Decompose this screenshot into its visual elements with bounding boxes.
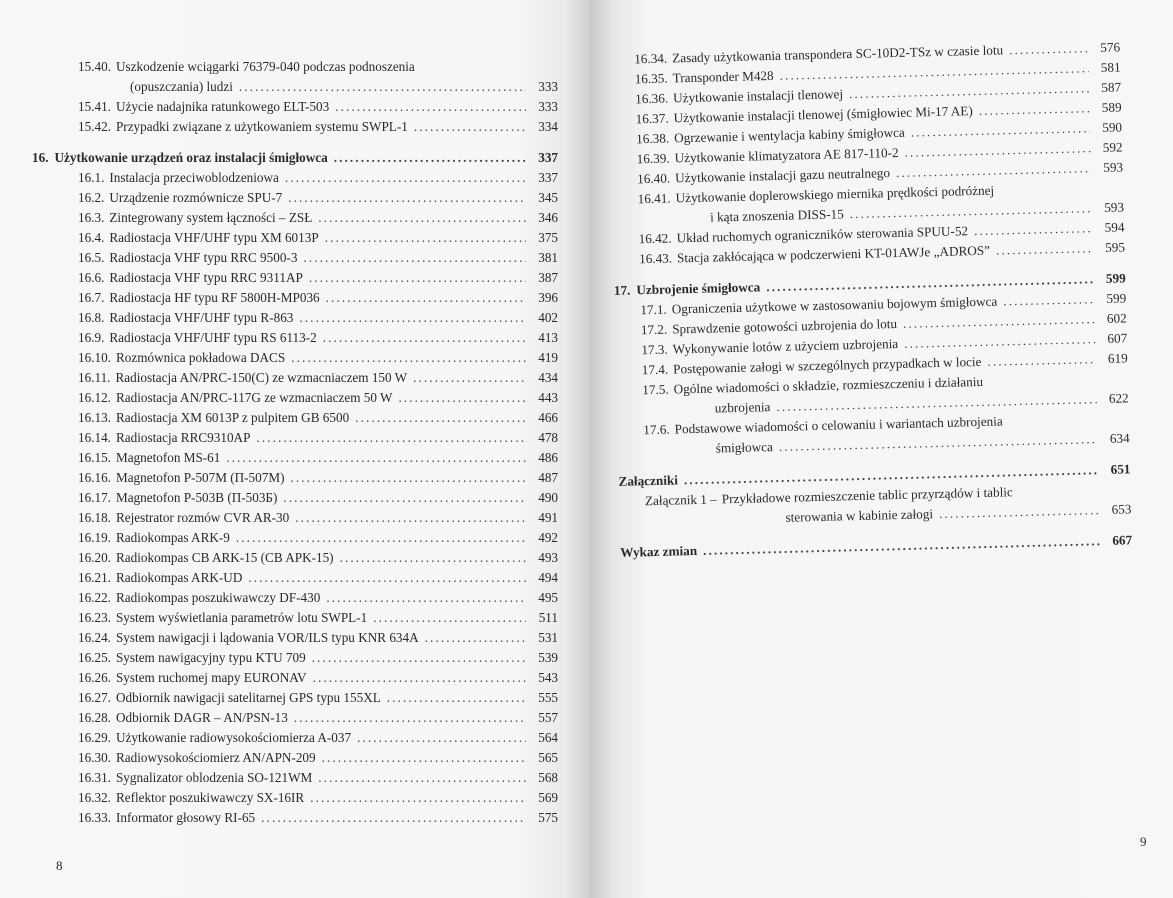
entry-title: Radiostacja AN/PRC-150(C) ze wzmacniaczem 150 W <box>115 370 408 385</box>
dot-leader <box>248 568 526 588</box>
entry-title: Radiostacja VHF typu RRC 9500-3 <box>109 250 298 265</box>
toc-entry <box>32 188 558 208</box>
toc-entry <box>32 348 558 368</box>
entry-title: Reflektor poszukiwawczy SX-16IR <box>115 790 305 805</box>
entry-page-number: 334 <box>538 119 558 134</box>
entry-number: 16.24. <box>78 630 111 645</box>
entry-title: Użytkowanie radiowysokościomierza A-037 <box>115 730 352 745</box>
dot-leader <box>313 668 526 688</box>
entry-title: System ruchomej mapy EURONAV <box>115 670 307 685</box>
dot-leader <box>303 248 526 268</box>
dot-leader <box>939 500 1100 524</box>
toc-entry <box>32 308 558 328</box>
toc-section-entry <box>620 530 1132 563</box>
dot-leader <box>239 77 526 97</box>
entry-number: 16.33. <box>78 810 111 825</box>
entry-title: Instalacja przeciwoblodzeniowa <box>109 170 279 185</box>
dot-leader <box>310 788 526 808</box>
dot-leader <box>256 428 526 448</box>
entry-title: Magnetofon P-503B (П-503Б) <box>115 490 278 505</box>
entry-title: Radiokompas poszukiwawczy DF-430 <box>115 590 321 605</box>
toc-entry <box>32 117 558 137</box>
entry-number: 17.3. <box>641 341 668 358</box>
entry-number: 16.16. <box>78 470 111 485</box>
entry-number: 16.17. <box>78 490 111 505</box>
entry-title: Uszkodzenie wciągarki 76379-040 podczas podnoszenia <box>115 59 415 74</box>
entry-page-number: 466 <box>538 410 558 425</box>
toc-entry <box>32 268 558 288</box>
entry-number: 17.5. <box>642 381 669 398</box>
entry-title: śmigłowca <box>715 439 774 456</box>
entry-page-number: 607 <box>1107 330 1128 346</box>
toc-entry <box>32 208 558 228</box>
entry-title: Układ ruchomych ograniczników sterowania SPUU-52 <box>676 223 969 246</box>
entry-title: Rejestrator rozmów CVR AR-30 <box>115 510 290 525</box>
dot-leader <box>340 548 526 568</box>
entry-title: Radiostacja XM 6013P z pulpitem GB 6500 <box>115 410 350 425</box>
toc-entry <box>32 468 558 488</box>
entry-title: Radiostacja RRC9310AP <box>115 430 251 445</box>
entry-page-number: 555 <box>538 690 558 705</box>
entry-number: 16.7. <box>78 290 105 305</box>
entry-title: Użytkowanie urządzeń oraz instalacji śmigłowca <box>54 150 328 165</box>
entry-title: Ograniczenia użytkowe w zastosowaniu bojowym śmigłowca <box>671 293 998 317</box>
entry-title: Radiostacja VHF/UHF typu RS 6113-2 <box>109 330 317 345</box>
dot-leader <box>326 588 526 608</box>
entry-page-number: 667 <box>1112 532 1133 548</box>
toc-entry <box>32 748 558 768</box>
entry-page-number: 589 <box>1101 99 1122 115</box>
toc-entry <box>32 668 558 688</box>
entry-number: 16.43. <box>638 250 673 267</box>
entry-number: 16.41. <box>637 190 671 207</box>
toc-section-entry <box>32 148 558 168</box>
entry-page-number: 565 <box>538 750 558 765</box>
entry-number: 16.11. <box>78 370 111 385</box>
entry-number: 16.29. <box>78 730 111 745</box>
entry-title: System nawigacji i lądowania VOR/ILS typu KNR 634A <box>115 630 419 645</box>
entry-title: Sygnalizator oblodzenia SO-121WM <box>115 770 313 785</box>
toc-entry <box>32 408 558 428</box>
entry-title: uzbrojenia <box>714 399 771 416</box>
entry-title: Użytkowanie instalacji tlenowej (śmigłowiec Mi-17 AE) <box>673 103 973 126</box>
dot-leader <box>290 468 526 488</box>
toc-entry <box>32 548 558 568</box>
toc-entry <box>32 688 558 708</box>
entry-title: (opuszczania) ludzi <box>130 79 233 94</box>
toc-entry <box>32 288 558 308</box>
entry-title: System nawigacyjny typu KTU 709 <box>115 650 306 665</box>
entry-title: Wykonywanie lotów z użyciem uzbrojenia <box>672 336 899 357</box>
entry-page-number: 619 <box>1107 350 1128 366</box>
entry-title: Radiostacja AN/PRC-117G ze wzmacniaczem 50 W <box>115 390 393 405</box>
entry-page-number: 494 <box>538 570 558 585</box>
dot-leader <box>1003 289 1095 311</box>
entry-number: 16.30. <box>78 750 111 765</box>
dot-leader <box>318 208 526 228</box>
entry-page-number: 402 <box>538 310 558 325</box>
entry-number: 16.10. <box>78 350 111 365</box>
dot-leader <box>373 608 526 628</box>
dot-leader <box>413 368 526 388</box>
toc-entry <box>32 788 558 808</box>
entry-page-number: 443 <box>538 390 558 405</box>
entry-page-number: 337 <box>538 150 558 165</box>
entry-page-number: 531 <box>538 630 558 645</box>
dot-leader <box>318 768 526 788</box>
entry-number: 16.27. <box>78 690 111 705</box>
dot-leader <box>261 808 526 828</box>
dot-leader <box>288 188 526 208</box>
entry-page-number: 634 <box>1109 430 1130 446</box>
entry-page-number: 490 <box>538 490 558 505</box>
entry-page-number: 575 <box>538 810 558 825</box>
entry-title: Podstawowe wiadomości o celowaniu i wariantach uzbrojenia <box>674 413 1003 437</box>
entry-page-number: 593 <box>1104 199 1125 215</box>
entry-title: Transponder M428 <box>672 67 774 86</box>
entry-number: 16.36. <box>635 90 669 107</box>
entry-page-number: 387 <box>538 270 558 285</box>
dot-leader <box>387 688 526 708</box>
dot-leader <box>398 388 526 408</box>
entry-number: 15.41. <box>78 99 111 114</box>
entry-number: 16.1. <box>78 170 105 185</box>
entry-title: Radiokompas ARK-UD <box>115 570 243 585</box>
toc-entry <box>32 57 558 77</box>
entry-title: Zasady użytkowania transpondera SC-10D2-TSz w czasie lotu <box>671 42 1004 66</box>
entry-number: 16.9. <box>78 330 105 345</box>
entry-number: 16.42. <box>638 230 672 247</box>
entry-title: Odbiornik nawigacji satelitarnej GPS typu 155XL <box>115 690 381 705</box>
entry-title: Postępowanie załogi w szczególnych przypadkach w locie <box>673 353 982 377</box>
entry-title: Radiostacja VHF/UHF typu R-863 <box>109 310 294 325</box>
entry-page-number: 345 <box>538 190 558 205</box>
toc-entry <box>32 508 558 528</box>
entry-number: 16.26. <box>78 670 111 685</box>
right-page <box>590 0 1173 898</box>
entry-page-number: 622 <box>1108 390 1129 406</box>
entry-page-number: 478 <box>538 430 558 445</box>
entry-number: 16.18. <box>78 510 111 525</box>
dot-leader <box>309 268 526 288</box>
entry-page-number: 568 <box>538 770 558 785</box>
dot-leader <box>323 328 526 348</box>
toc-entry <box>32 808 558 828</box>
entry-number: 15.40. <box>78 59 111 74</box>
entry-title: Uzbrojenie śmigłowca <box>636 279 761 298</box>
dot-leader <box>326 288 526 308</box>
toc-entry <box>32 608 558 628</box>
entry-number: 16.38. <box>635 130 670 147</box>
entry-page-number: 587 <box>1101 79 1122 95</box>
entry-number: Załącznik 1 – <box>644 491 717 509</box>
entry-number: 16.2. <box>78 190 105 205</box>
dot-leader <box>312 648 526 668</box>
entry-number: 17.2. <box>640 321 668 338</box>
entry-number: 16.15. <box>78 450 111 465</box>
toc-entry <box>32 528 558 548</box>
entry-title: Odbiornik DAGR – AN/PSN-13 <box>115 710 288 725</box>
entry-page-number: 543 <box>538 670 558 685</box>
entry-title: Radiokompas ARK-9 <box>115 530 230 545</box>
entry-title: Sprawdzenie gotowości uzbrojenia do lotu <box>672 316 898 337</box>
dot-leader <box>703 531 1101 561</box>
entry-title: System wyświetlania parametrów lotu SWPL-1 <box>115 610 368 625</box>
entry-title: Użytkowanie instalacji gazu neutralnego <box>674 165 891 186</box>
entry-number: 16.6. <box>78 270 105 285</box>
page-number: 8 <box>56 858 63 873</box>
entry-page-number: 396 <box>538 290 558 305</box>
toc-entry <box>32 768 558 788</box>
entry-title: Wykaz zmian <box>620 542 698 560</box>
entry-page-number: 595 <box>1105 239 1126 255</box>
toc-entry <box>32 228 558 248</box>
entry-number: 17.6. <box>643 421 670 438</box>
entry-title: Informator głosowy RI-65 <box>115 810 256 825</box>
dot-leader <box>414 117 526 137</box>
toc-entry <box>32 628 558 648</box>
entry-page-number: 594 <box>1104 219 1125 235</box>
toc-entry <box>32 97 558 117</box>
entry-page-number: 569 <box>538 790 558 805</box>
entry-page-number: 511 <box>538 610 558 625</box>
toc-entry <box>32 488 558 508</box>
entry-page-number: 651 <box>1110 461 1131 477</box>
entry-number: 17.4. <box>641 361 669 378</box>
entry-page-number: 413 <box>538 330 558 345</box>
dot-leader <box>236 528 526 548</box>
entry-number: 16.25. <box>78 650 111 665</box>
entry-number: 16.22. <box>78 590 111 605</box>
dot-leader <box>425 628 526 648</box>
dot-leader <box>996 238 1093 260</box>
entry-title: Urządzenie rozmównicze SPU-7 <box>109 190 283 205</box>
entry-title: Użytkowanie doplerowskiego miernika prędkości podróżnej <box>675 182 995 206</box>
entry-title: Magnetofon MS-61 <box>115 450 221 465</box>
entry-number: 15.42. <box>78 119 111 134</box>
entry-page-number: 495 <box>538 590 558 605</box>
entry-page-number: 592 <box>1102 139 1123 155</box>
dot-leader <box>1009 38 1088 60</box>
dot-leader <box>987 349 1096 372</box>
dot-leader <box>334 148 526 168</box>
entry-page-number: 486 <box>538 450 558 465</box>
entry-page-number: 492 <box>538 530 558 545</box>
entry-title: Ogólne wiadomości o składzie, rozmieszczeniu i działaniu <box>673 373 984 397</box>
toc-entry <box>32 588 558 608</box>
entry-title: Radiostacja VHF/UHF typu XM 6013P <box>109 230 319 245</box>
entry-page-number: 333 <box>538 99 558 114</box>
entry-title: Ogrzewanie i wentylacja kabiny śmigłowca <box>673 124 905 146</box>
toc-entry <box>32 428 558 448</box>
entry-page-number: 381 <box>538 250 558 265</box>
toc-entry <box>32 248 558 268</box>
entry-title: Magnetofon P-507M (П-507М) <box>115 470 285 485</box>
toc-entry <box>32 388 558 408</box>
toc-entry <box>32 77 558 97</box>
dot-leader <box>357 728 526 748</box>
entry-number: 16.31. <box>78 770 111 785</box>
page-number: 9 <box>1140 834 1147 849</box>
entry-page-number: 346 <box>538 210 558 225</box>
toc-entry <box>32 328 558 348</box>
table-of-contents-left <box>32 57 558 828</box>
entry-title: Przypadki związane z użytkowaniem systemu SWPL-1 <box>115 119 408 134</box>
entry-title: Użytkowanie klimatyzatora AE 817-110-2 <box>674 144 899 166</box>
entry-title: Rozmównica pokładowa DACS <box>115 350 286 365</box>
entry-number: 16.19. <box>78 530 111 545</box>
entry-number: 16.23. <box>78 610 111 625</box>
entry-title: Przykładowe rozmieszczenie tablic przyrządów i tablic <box>721 484 1013 507</box>
entry-title: Radiowysokościomierz AN/APN-209 <box>115 750 316 765</box>
table-of-contents-right <box>608 37 1132 562</box>
entry-number: 16.4. <box>78 230 105 245</box>
entry-title: Stacja zakłócająca w podczerwieni KT-01AWJe „ADROS” <box>676 242 991 266</box>
dot-leader <box>294 708 526 728</box>
entry-page-number: 590 <box>1102 119 1123 135</box>
dot-leader <box>226 448 526 468</box>
entry-page-number: 599 <box>1106 290 1127 306</box>
entry-number: 16. <box>32 150 49 165</box>
entry-page-number: 491 <box>538 510 558 525</box>
dot-leader <box>299 308 526 328</box>
entry-page-number: 564 <box>538 730 558 745</box>
dot-leader <box>291 348 526 368</box>
entry-page-number: 581 <box>1100 59 1121 75</box>
entry-title: Radiostacja VHF typu RRC 9311AP <box>109 270 303 285</box>
toc-entry <box>32 648 558 668</box>
entry-number: 16.37. <box>635 110 669 127</box>
entry-page-number: 434 <box>538 370 558 385</box>
entry-number: 16.3. <box>78 210 105 225</box>
toc-entry <box>32 708 558 728</box>
entry-page-number: 375 <box>538 230 558 245</box>
entry-page-number: 337 <box>538 170 558 185</box>
entry-number: 16.12. <box>78 390 111 405</box>
dot-leader <box>283 488 526 508</box>
entry-page-number: 333 <box>538 79 558 94</box>
dot-leader <box>979 98 1090 121</box>
entry-page-number: 593 <box>1103 159 1124 175</box>
entry-title: Załączniki <box>618 472 679 489</box>
dot-leader <box>355 408 526 428</box>
entry-number: 16.28. <box>78 710 111 725</box>
toc-entry <box>32 448 558 468</box>
entry-number: 16.5. <box>78 250 105 265</box>
dot-leader <box>285 168 526 188</box>
entry-number: 16.39. <box>636 150 670 167</box>
entry-page-number: 493 <box>538 550 558 565</box>
entry-page-number: 539 <box>538 650 558 665</box>
entry-page-number: 602 <box>1106 310 1127 326</box>
entry-number: 16.35. <box>634 70 668 87</box>
entry-page-number: 487 <box>538 470 558 485</box>
entry-title: i kąta znoszenia DISS-15 <box>709 206 844 225</box>
entry-page-number: 419 <box>538 350 558 365</box>
entry-number: 16.40. <box>636 170 671 187</box>
entry-number: 16.32. <box>78 790 111 805</box>
entry-title: Zintegrowany system łączności – ZSŁ <box>109 210 313 225</box>
entry-page-number: 576 <box>1100 39 1121 55</box>
entry-page-number: 653 <box>1111 501 1132 517</box>
entry-number: 16.8. <box>78 310 105 325</box>
dot-leader <box>322 748 526 768</box>
entry-title: Użytkowanie instalacji tlenowej <box>672 86 844 106</box>
toc-entry <box>32 168 558 188</box>
entry-number: 16.14. <box>78 430 111 445</box>
entry-number: 17. <box>613 282 631 298</box>
toc-entry <box>32 368 558 388</box>
toc-entry <box>32 568 558 588</box>
entry-number: 16.21. <box>78 570 111 585</box>
toc-entry <box>32 728 558 748</box>
entry-title: Użycie nadajnika ratunkowego ELT-503 <box>115 99 330 114</box>
entry-title: sterowania w kabinie załogi <box>785 506 934 525</box>
entry-page-number: 557 <box>538 710 558 725</box>
entry-title: Radiokompas CB ARK-15 (CB APK-15) <box>115 550 334 565</box>
dot-leader <box>325 228 526 248</box>
dot-leader <box>335 97 526 117</box>
entry-number: 16.20. <box>78 550 111 565</box>
entry-title: Radiostacja HF typu RF 5800H-MP036 <box>109 290 320 305</box>
entry-page-number: 599 <box>1105 270 1126 286</box>
entry-number: 16.13. <box>78 410 111 425</box>
dot-leader <box>295 508 526 528</box>
entry-number: 17.1. <box>640 301 667 318</box>
entry-number: 16.34. <box>634 50 668 67</box>
